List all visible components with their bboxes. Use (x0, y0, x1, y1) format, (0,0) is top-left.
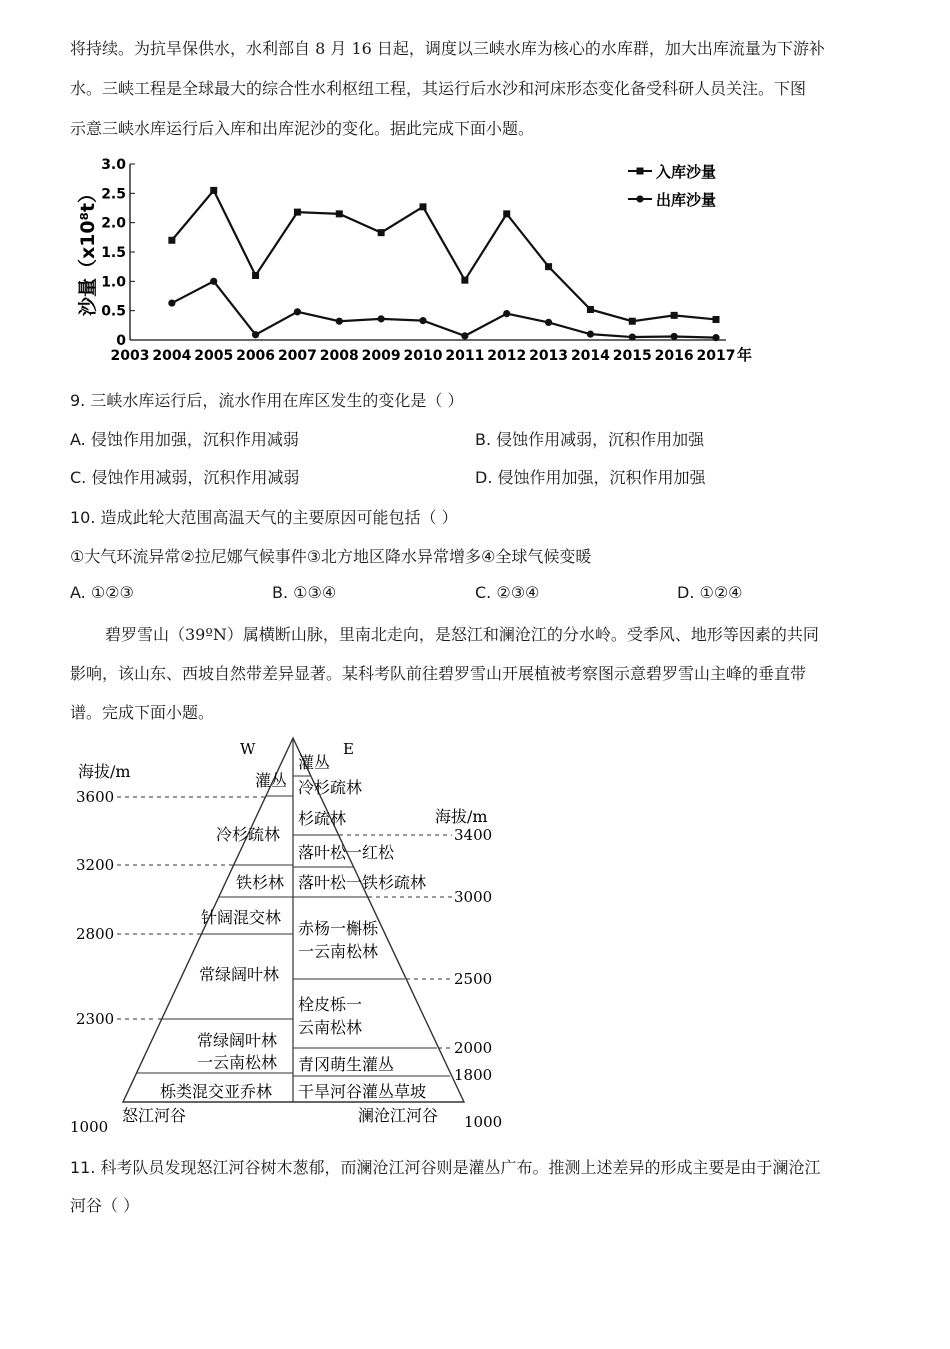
x-tick-label: 2007 (277, 348, 317, 364)
intro-line-3: 示意三峡水库运行后入库和出库泥沙的变化。据此完成下面小题。 (70, 119, 535, 138)
q9-stem: 9. 三峡水库运行后，流水作用在库区发生的变化是（ ） (70, 391, 464, 410)
series-1-point (461, 277, 468, 284)
west-zone-mixed: 针阔混交林 (201, 908, 282, 927)
left-axis-title: 海拔/m (78, 762, 131, 781)
x-tick-label: 2004 (152, 348, 192, 364)
q10-option-b[interactable]: B. ①③④ (272, 583, 337, 602)
series-2-point (503, 310, 510, 317)
east-zone-coppice: 青冈萌生灌丛 (298, 1055, 395, 1074)
intro2-line-1: 碧罗雪山（39ºN）属横断山脉，里南北走向，是怒江和澜沧江的分水岭。受季风、地形等因素的共同 (105, 625, 819, 644)
east-label: E (343, 740, 354, 758)
east-zone-alder-oak: 赤杨一槲栎 (298, 919, 379, 938)
series-1-point (503, 210, 510, 217)
left-tick-1000: 1000 (70, 1118, 109, 1136)
q9-option-a[interactable]: A. 侵蚀作用加强，沉积作用减弱 (70, 430, 299, 449)
y-tick-label: 1.5 (101, 245, 126, 261)
right-tick-1800: 1800 (454, 1066, 493, 1084)
west-zone-hemlock: 铁杉林 (236, 873, 285, 892)
intro-line-1: 将持续。为抗旱保供水，水利部自 8 月 16 日起，调度以三峡水库为核心的水库群，加大出库流量为下游补 (70, 39, 825, 58)
series-1-point (210, 187, 217, 194)
series-2-point (587, 331, 594, 338)
series-2-point (671, 333, 678, 340)
series-2-point (294, 308, 301, 315)
right-tick-1000: 1000 (464, 1113, 503, 1131)
y-tick-label: 3.0 (101, 157, 126, 173)
series-2-point (629, 333, 636, 340)
series-2-point (461, 332, 468, 339)
x-tick-label: 2003 (110, 348, 150, 364)
x-tick-label: 2009 (361, 348, 401, 364)
east-zone-yunnan-pine-1: 一云南松林 (298, 942, 379, 961)
east-zone-larch-pine: 落叶松一红松 (298, 843, 395, 862)
east-zone-cork-oak: 栓皮栎一 (298, 995, 363, 1014)
left-tick-3600: 3600 (76, 788, 115, 806)
east-zone-dry-valley: 干旱河谷灌丛草坡 (298, 1082, 427, 1101)
q10-items: ①大气环流异常②拉尼娜气候事件③北方地区降水异常增多④全球气候变暖 (70, 547, 592, 566)
x-tick-label: 2005 (194, 348, 234, 364)
series-2-point (168, 299, 175, 306)
series-1-point (671, 312, 678, 319)
x-tick-label: 2013 (529, 348, 569, 364)
x-tick-label: 2015 (612, 348, 652, 364)
series-2-point (336, 318, 343, 325)
series-1-point (629, 318, 636, 325)
y-tick-label: 2.5 (101, 186, 126, 203)
right-tick-3000: 3000 (454, 888, 493, 906)
y-tick-label: 1.0 (101, 274, 126, 291)
left-tick-2800: 2800 (76, 925, 115, 943)
x-tick-label: 2014 (570, 348, 610, 364)
q10-option-d[interactable]: D. ①②④ (677, 583, 743, 602)
east-zone-larch-hemlock: 落叶松一铁杉疏林 (298, 873, 427, 892)
west-zone-evergreen-2: 常绿阔叶林 (197, 1031, 278, 1050)
intro-line-2: 水。三峡工程是全球最大的综合性水利枢纽工程，其运行后水沙和河床形态变化备受科研人员关注。下图 (70, 79, 807, 98)
east-zone-shrub: 灌丛 (298, 753, 331, 772)
west-zone-oak: 栎类混交亚乔林 (160, 1082, 273, 1101)
x-tick-label: 2017 (696, 348, 736, 364)
vertical-zone-diagram (60, 730, 520, 1140)
x-tick-label: 2006 (236, 348, 276, 364)
q9-option-d[interactable]: D. 侵蚀作用加强，沉积作用加强 (475, 468, 706, 487)
x-tick-label: 2008 (319, 348, 359, 364)
intro2-line-2: 影响，该山东、西坡自然带差异显著。某科考队前往碧罗雪山开展植被考察图示意碧罗雪山主峰的垂直带 (70, 664, 807, 683)
right-tick-2000: 2000 (454, 1039, 493, 1057)
y-axis-label: 沙量（x10⁸t） (77, 183, 99, 317)
left-tick-2300: 2300 (76, 1010, 115, 1028)
legend-label-2: 出库沙量 (656, 191, 717, 209)
east-zone-lancang-valley: 澜沧江河谷 (358, 1106, 439, 1125)
east-zone-yunnan-pine-2: 云南松林 (298, 1018, 363, 1037)
q10-option-a[interactable]: A. ①②③ (70, 583, 134, 602)
series-1-point (545, 263, 552, 270)
q9-option-c[interactable]: C. 侵蚀作用减弱，沉积作用减弱 (70, 468, 300, 487)
series-2-point (378, 315, 385, 322)
east-zone-fir-sparse: 冷杉疏林 (298, 778, 363, 797)
q11-line-2: 河谷（ ） (70, 1196, 140, 1215)
right-tick-2500: 2500 (454, 970, 493, 988)
left-tick-3200: 3200 (76, 856, 115, 874)
y-tick-label: 2.0 (101, 215, 126, 232)
west-zone-yunnan-pine: 一云南松林 (197, 1053, 278, 1072)
west-label: W (240, 740, 256, 758)
x-tick-label: 2012 (487, 348, 527, 364)
sediment-line-chart (68, 150, 768, 380)
intro2-line-3: 谱。完成下面小题。 (70, 703, 215, 722)
series-line-1 (172, 190, 716, 321)
x-tick-label: 2011 (445, 348, 485, 364)
x-tick-label: 2010 (403, 348, 443, 364)
series-1-point (252, 272, 259, 279)
q10-option-c[interactable]: C. ②③④ (475, 583, 540, 602)
west-zone-nujiang-valley: 怒江河谷 (122, 1106, 187, 1125)
west-zone-fir-sparse: 冷杉疏林 (216, 825, 281, 844)
legend-label-1: 入库沙量 (656, 163, 717, 181)
series-2-point (252, 331, 259, 338)
series-1-point (168, 237, 175, 244)
series-1-point (587, 306, 594, 313)
series-1-point (420, 203, 427, 210)
legend-marker-1 (637, 168, 644, 175)
x-axis-suffix: 年 (737, 346, 753, 364)
series-line-2 (172, 281, 716, 337)
west-zone-evergreen: 常绿阔叶林 (199, 965, 280, 984)
series-2-point (210, 278, 217, 285)
east-zone-sparse-fir: 杉疏林 (298, 809, 347, 828)
series-2-point (419, 317, 426, 324)
west-zone-shrub: 灌丛 (255, 771, 288, 790)
y-tick-label: 0 (116, 333, 126, 349)
right-axis-title: 海拔/m (435, 807, 488, 826)
series-1-point (713, 316, 720, 323)
q10-stem: 10. 造成此轮大范围高温天气的主要原因可能包括（ ） (70, 508, 458, 527)
series-1-point (378, 229, 385, 236)
legend-marker-2 (636, 195, 643, 202)
y-tick-label: 0.5 (101, 303, 126, 320)
series-1-point (294, 209, 301, 216)
series-2-point (712, 334, 719, 341)
x-tick-label: 2016 (654, 348, 694, 364)
series-1-point (336, 210, 343, 217)
q11-line-1: 11. 科考队员发现怒江河谷树木葱郁，而澜沧江河谷则是灌丛广布。推测上述差异的形成主要是由于澜沧江 (70, 1158, 821, 1177)
q9-option-b[interactable]: B. 侵蚀作用减弱，沉积作用加强 (475, 430, 705, 449)
right-tick-3400: 3400 (454, 826, 493, 844)
series-2-point (545, 319, 552, 326)
